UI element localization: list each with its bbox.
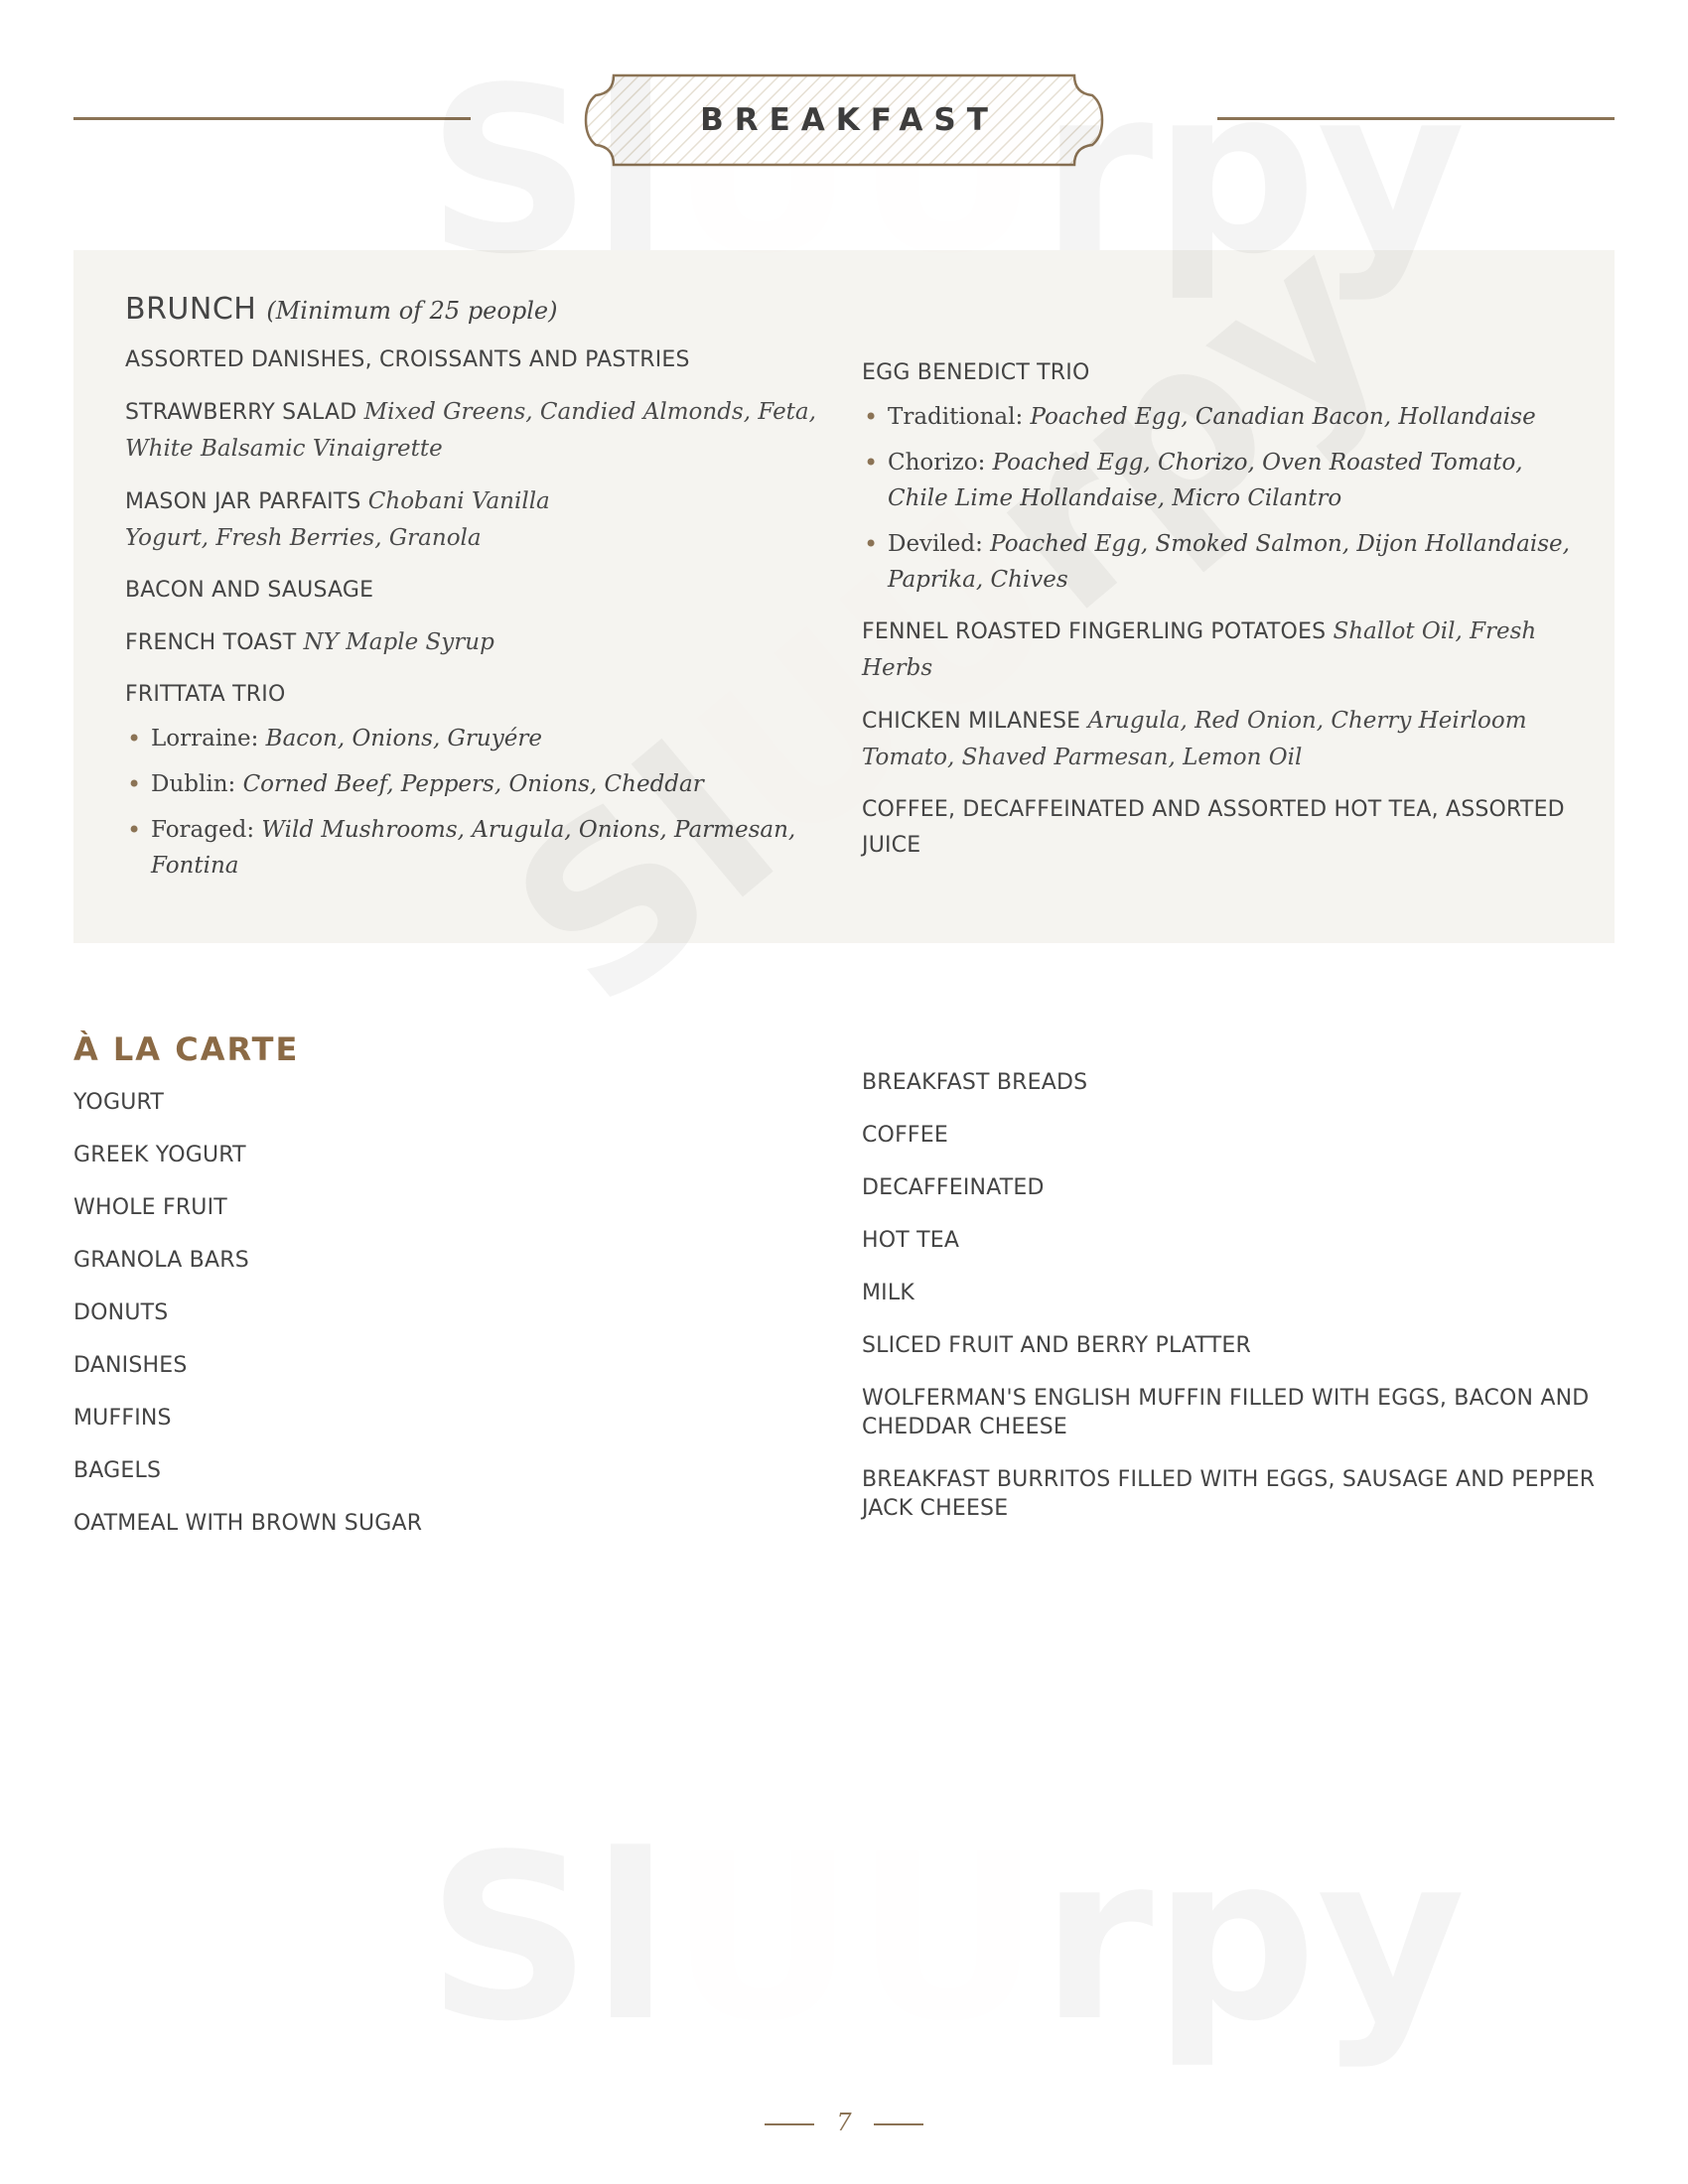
menu-item [862, 703, 1577, 776]
list-item: WOLFERMAN'S ENGLISH MUFFIN FILLED WITH EGGS, BACON AND CHEDDAR CHEESE [862, 1386, 1590, 1439]
menu-item-desc: NY Maple Syrup [303, 629, 494, 655]
menu-item-name: MASON JAR PARFAITS [125, 489, 361, 514]
brunch-title: BRUNCH [125, 292, 257, 327]
menu-item [125, 483, 622, 557]
list-item: YOGURT [73, 1090, 165, 1115]
page-number-dash-left [765, 2123, 814, 2125]
option-desc: Poached Egg, Smoked Salmon, Dijon Hollandaise, Paprika, Chives [888, 531, 1570, 593]
a-la-carte-title: À LA CARTE [73, 1030, 300, 1068]
menu-item [125, 677, 820, 713]
list-item: BAGELS [73, 1458, 162, 1483]
menu-item-name: STRAWBERRY SALAD [125, 400, 357, 425]
watermark-logo [427, 1807, 1466, 2072]
brunch-left-column [125, 292, 820, 899]
menu-item-desc: Mixed Greens, Candied Almonds, Feta, White Balsamic Vinaigrette [125, 399, 816, 462]
menu-item-name: FRITTATA TRIO [125, 682, 286, 707]
page-title: BREAKFAST [700, 102, 999, 138]
menu-item-name: COFFEE, DECAFFEINATED AND ASSORTED HOT TEA, ASSORTED JUICE [862, 797, 1565, 858]
header-banner [584, 73, 1104, 167]
menu-item-name: FRENCH TOAST [125, 630, 297, 655]
menu-item [862, 614, 1577, 687]
header-rule-left [73, 117, 471, 120]
menu-item [125, 573, 820, 609]
bullet-icon: • [864, 449, 879, 477]
menu-item-desc: Chobani Vanilla Yogurt, Fresh Berries, Granola [125, 488, 550, 551]
bullet-icon: • [127, 770, 142, 798]
list-item [862, 445, 1577, 516]
option-label: Foraged: [151, 817, 255, 843]
option-desc: Poached Egg, Canadian Bacon, Hollandaise [1030, 404, 1536, 430]
menu-item [125, 394, 820, 468]
option-desc: Bacon, Onions, Gruyére [265, 726, 542, 751]
menu-item-desc: Shallot Oil, Fresh Herbs [862, 618, 1537, 681]
bullet-icon: • [127, 725, 142, 752]
list-item: MILK [862, 1281, 914, 1305]
list-item: BREAKFAST BURRITOS FILLED WITH EGGS, SAUSAGE AND PEPPER JACK CHEESE [862, 1467, 1596, 1521]
menu-item-name: FENNEL ROASTED FINGERLING POTATOES [862, 619, 1327, 644]
list-item: HOT TEA [862, 1228, 960, 1253]
benedict-options [862, 399, 1577, 598]
menu-item [862, 792, 1577, 864]
header-rule-right [1217, 117, 1615, 120]
brunch-heading [125, 292, 820, 327]
frittata-options [125, 721, 820, 884]
menu-item [125, 342, 820, 378]
option-label: Chorizo: [888, 450, 986, 476]
menu-item-name: EGG BENEDICT TRIO [862, 360, 1090, 385]
option-label: Lorraine: [151, 726, 259, 751]
list-item: OATMEAL WITH BROWN SUGAR [73, 1511, 423, 1536]
a-la-carte-right-column [862, 1068, 1597, 1547]
option-desc: Corned Beef, Peppers, Onions, Cheddar [242, 771, 704, 797]
list-item [862, 526, 1577, 598]
option-label: Traditional: [888, 404, 1024, 430]
list-item [862, 399, 1577, 435]
list-item: SLICED FRUIT AND BERRY PLATTER [862, 1333, 1251, 1358]
list-item: MUFFINS [73, 1406, 172, 1431]
menu-item-name: BACON AND SAUSAGE [125, 578, 374, 603]
list-item: WHOLE FRUIT [73, 1195, 227, 1220]
bullet-icon: • [864, 530, 879, 558]
menu-item [862, 355, 1577, 391]
list-item: GRANOLA BARS [73, 1248, 249, 1273]
list-item: BREAKFAST BREADS [862, 1070, 1088, 1095]
option-desc: Wild Mushrooms, Arugula, Onions, Parmesan, Fontina [151, 817, 796, 879]
menu-item-name: ASSORTED DANISHES, CROISSANTS AND PASTRIES [125, 347, 690, 372]
option-label: Dublin: [151, 771, 236, 797]
list-item: DONUTS [73, 1300, 169, 1325]
option-desc: Poached Egg, Chorizo, Oven Roasted Tomato, Chile Lime Hollandaise, Micro Cilantro [888, 450, 1523, 511]
page-number [0, 2109, 1688, 2136]
brunch-right-column [862, 355, 1577, 880]
menu-item [125, 624, 820, 661]
list-item [125, 812, 820, 884]
bullet-icon: • [127, 816, 142, 844]
page-number-dash-right [874, 2123, 923, 2125]
a-la-carte-left-column [73, 1088, 709, 1562]
menu-item-desc: Arugula, Red Onion, Cherry Heirloom Tomato, Shaved Parmesan, Lemon Oil [862, 708, 1527, 770]
list-item: COFFEE [862, 1123, 948, 1148]
list-item [125, 766, 820, 802]
list-item [125, 721, 820, 756]
brunch-note: (Minimum of 25 people) [266, 297, 558, 325]
list-item: GREEK YOGURT [73, 1143, 246, 1167]
list-item: DANISHES [73, 1353, 188, 1378]
option-label: Deviled: [888, 531, 983, 557]
page-number-text: 7 [836, 2109, 852, 2136]
list-item: DECAFFEINATED [862, 1175, 1045, 1200]
menu-item-name: CHICKEN MILANESE [862, 709, 1081, 734]
bullet-icon: • [864, 403, 879, 431]
